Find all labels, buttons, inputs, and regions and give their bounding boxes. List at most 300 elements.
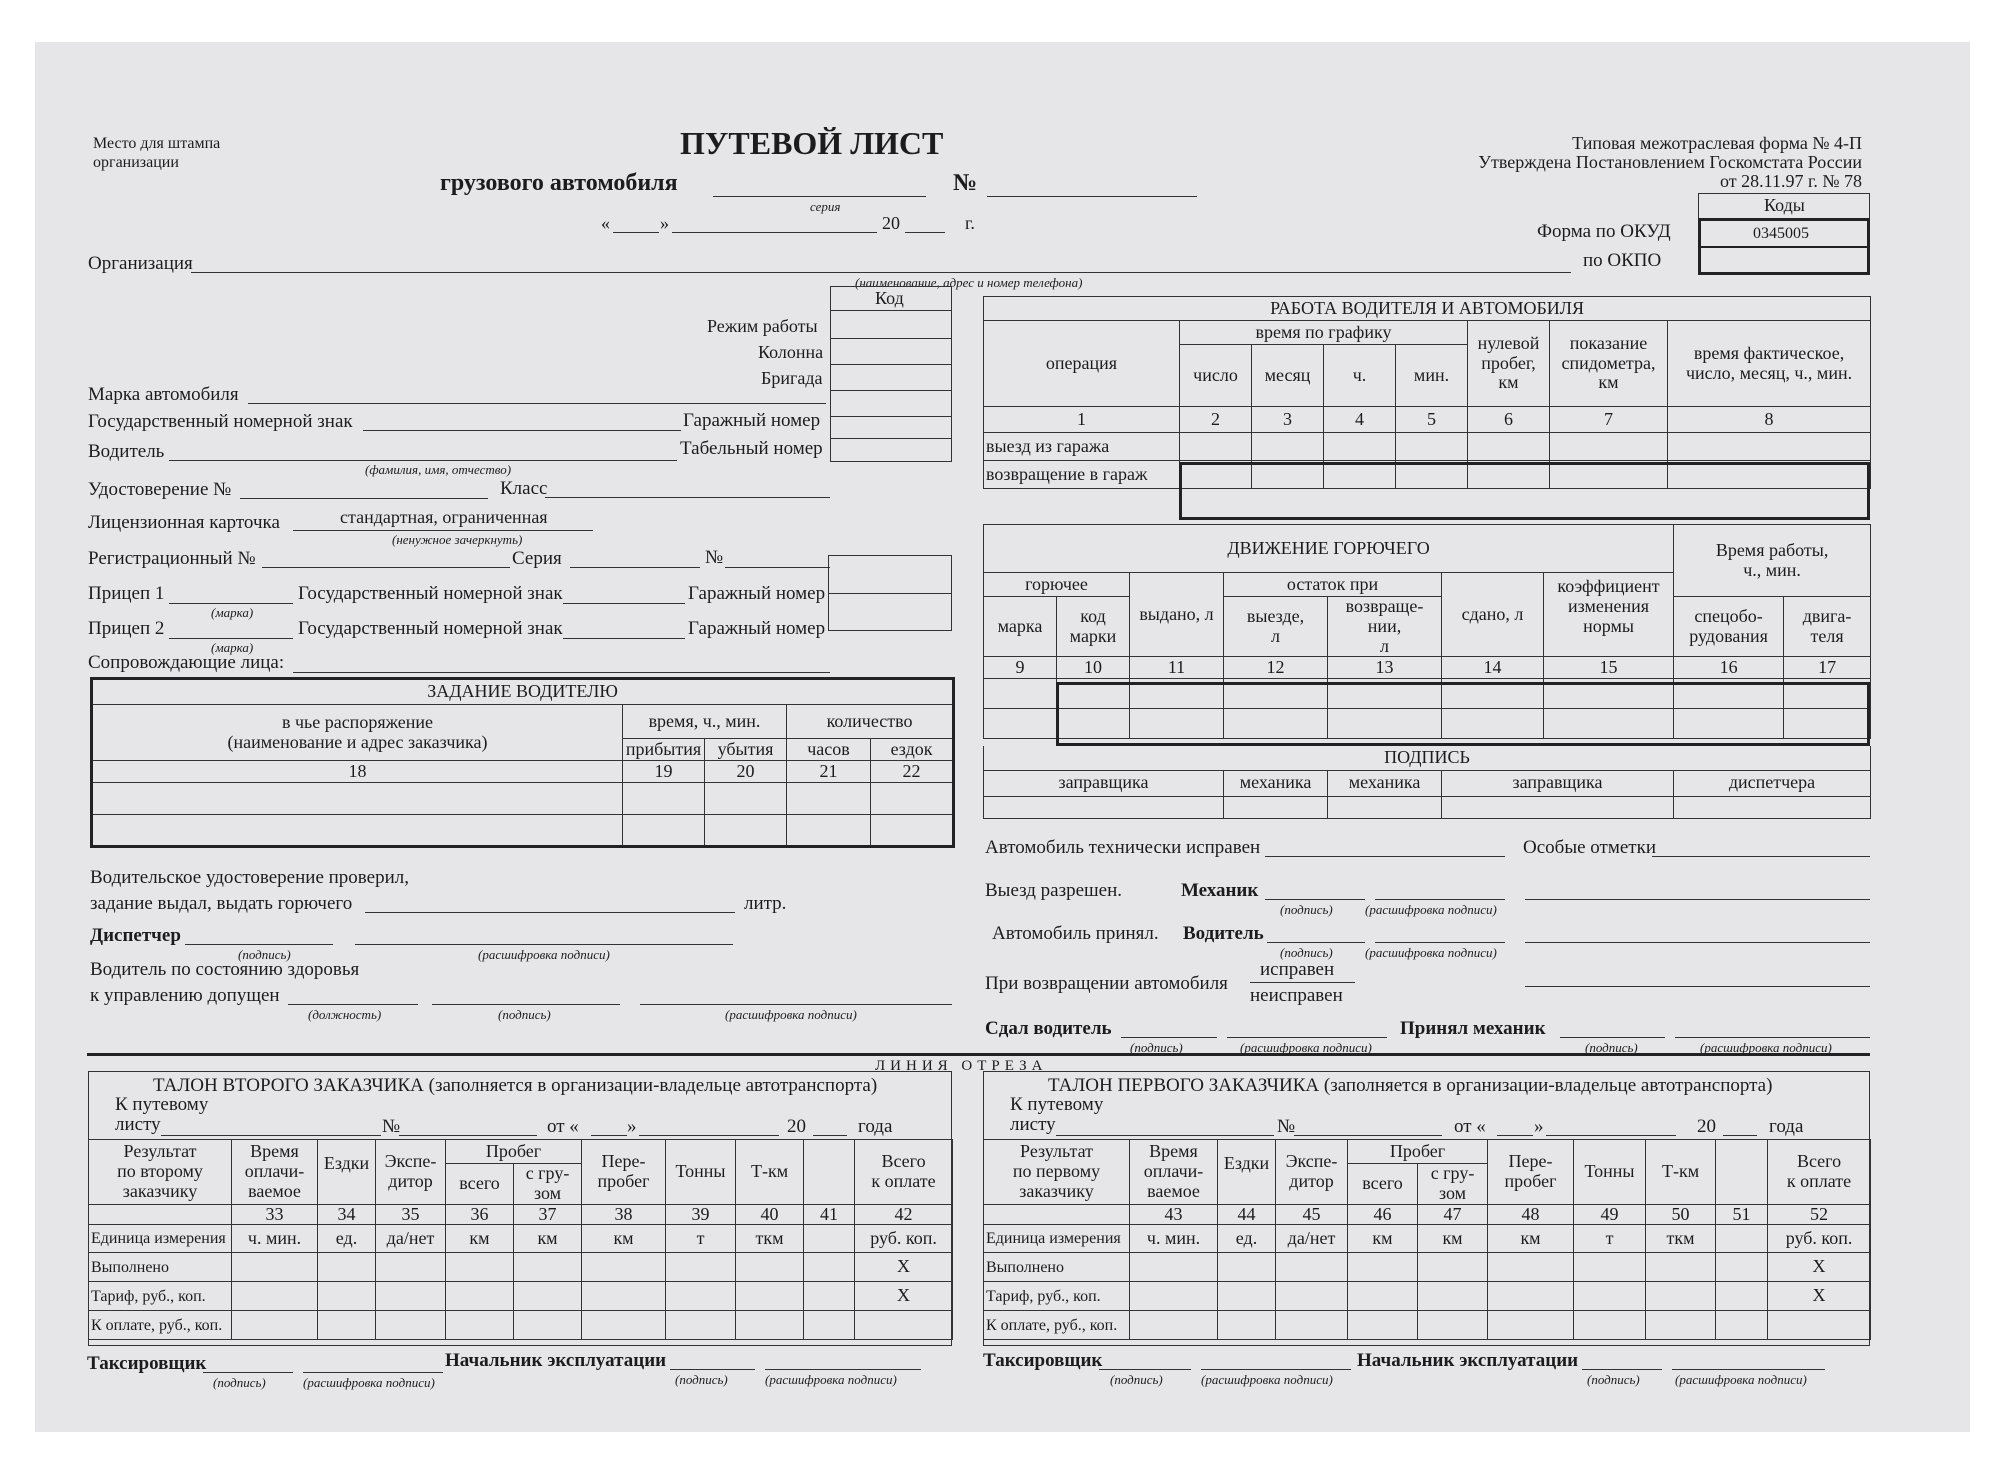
coupon1-num: 52 bbox=[1768, 1204, 1871, 1225]
fuel-work-time-l2: ч., мин. bbox=[1743, 559, 1801, 580]
coupon1-forwarder bbox=[1276, 1140, 1348, 1205]
dispatcher-sign-line[interactable] bbox=[185, 944, 333, 945]
okud-value: 0345005 bbox=[1753, 225, 1809, 242]
sig-fueler-1: заправщика bbox=[984, 770, 1224, 796]
coupon1-cell[interactable] bbox=[1488, 1311, 1574, 1340]
coupon2-cell[interactable] bbox=[376, 1253, 446, 1282]
stamp-place bbox=[93, 134, 220, 172]
coupon1-total-l2: к оплате bbox=[1786, 1170, 1852, 1191]
coupon1-num: 48 bbox=[1488, 1204, 1574, 1225]
work-cell[interactable] bbox=[1468, 433, 1550, 461]
coupon2-mileage-total: всего bbox=[446, 1164, 514, 1205]
coupon1-cell[interactable] bbox=[1418, 1282, 1488, 1311]
fuel-num: 15 bbox=[1544, 657, 1674, 679]
cut-line bbox=[87, 1053, 1870, 1056]
work-entry-frame bbox=[1179, 462, 1870, 520]
coupon2-chief-sign-line[interactable] bbox=[670, 1369, 755, 1370]
fuel-on-return-l1: возвраще-нии, bbox=[1345, 596, 1424, 636]
coupon-second-to-sheet bbox=[115, 1095, 208, 1135]
coupon1-to-sheet-l2: листу bbox=[1010, 1113, 1056, 1135]
coupon2-tariff-row: Тариф, руб., коп. bbox=[89, 1282, 232, 1311]
coupon1-sheet-line[interactable] bbox=[1056, 1135, 1274, 1136]
fuel-special-l1: спецобо- bbox=[1694, 605, 1763, 626]
waybill-form bbox=[35, 42, 1970, 1432]
series-line[interactable] bbox=[713, 196, 926, 197]
class-line[interactable] bbox=[545, 497, 830, 498]
work-month: месяц bbox=[1252, 345, 1324, 407]
tech-ok-line[interactable] bbox=[1265, 856, 1505, 857]
task-cell[interactable] bbox=[705, 783, 787, 815]
notes-line-4[interactable] bbox=[1525, 986, 1870, 987]
departure-ok-label: Выезд разрешен. bbox=[985, 880, 1123, 901]
work-cell[interactable] bbox=[1550, 433, 1668, 461]
fuel-title: ДВИЖЕНИЕ ГОРЮЧЕГО bbox=[984, 525, 1674, 573]
escort-line[interactable] bbox=[293, 672, 830, 673]
health-position-hint: (должность) bbox=[308, 1007, 382, 1022]
fuel-num: 14 bbox=[1442, 657, 1544, 679]
coupon2-overrun bbox=[582, 1140, 666, 1205]
fuel-num: 13 bbox=[1328, 657, 1442, 679]
coupon2-cell[interactable] bbox=[582, 1311, 666, 1340]
coupon2-cell[interactable] bbox=[736, 1282, 804, 1311]
driver-sign-line[interactable] bbox=[1267, 942, 1365, 943]
form-info bbox=[1478, 134, 1862, 191]
driver-label: Водитель bbox=[88, 441, 165, 462]
coupon2-close: » bbox=[627, 1116, 637, 1137]
dispatcher-sign-hint: (подпись) bbox=[238, 947, 291, 962]
handed-driver-sign-line[interactable] bbox=[1121, 1037, 1217, 1038]
return-ok[interactable]: исправен bbox=[1260, 959, 1335, 980]
coupon1-num-blank bbox=[984, 1204, 1130, 1225]
trailer2-garage-label: Гаражный номер bbox=[688, 618, 826, 639]
coupon2-cell[interactable] bbox=[232, 1311, 318, 1340]
on-return-label: При возвращении автомобиля bbox=[985, 973, 1228, 994]
fuel-num: 12 bbox=[1224, 657, 1328, 679]
coupon2-forwarder-l2: дитор bbox=[388, 1170, 433, 1191]
approved-date: от 28.11.97 г. № 78 bbox=[1720, 170, 1862, 191]
coupon1-cell[interactable] bbox=[1218, 1253, 1276, 1282]
coupon1-num: 43 bbox=[1130, 1204, 1218, 1225]
health-decode-line[interactable] bbox=[640, 1004, 952, 1005]
year-line[interactable] bbox=[905, 232, 945, 233]
coupon1-cell[interactable] bbox=[1574, 1282, 1646, 1311]
work-cell[interactable] bbox=[1252, 433, 1324, 461]
coupon2-sheet-line[interactable] bbox=[161, 1135, 381, 1136]
work-num: 5 bbox=[1396, 407, 1468, 433]
coupon2-cell[interactable] bbox=[804, 1282, 855, 1311]
trailer1-brand-line[interactable] bbox=[169, 603, 293, 604]
coupon2-paid-l3: ваемое bbox=[248, 1180, 301, 1201]
task-time-col: время, ч., мин. bbox=[623, 705, 787, 739]
coupon2-year-line[interactable] bbox=[813, 1135, 847, 1136]
trailer1-brand-hint: (марка) bbox=[211, 605, 254, 620]
work-num: 1 bbox=[984, 407, 1180, 433]
coupon1-cell[interactable] bbox=[1218, 1311, 1276, 1340]
coupon1-taxer-sign-hint: (подпись) bbox=[1110, 1372, 1163, 1387]
card-hint: (ненужное зачеркнуть) bbox=[392, 532, 523, 547]
coupon2-cell[interactable] bbox=[514, 1253, 582, 1282]
notes-line-2[interactable] bbox=[1525, 899, 1870, 900]
work-num: 3 bbox=[1252, 407, 1324, 433]
check-line1: Водительское удостоверение проверил, bbox=[90, 867, 409, 888]
coupon2-result bbox=[89, 1140, 232, 1205]
coupon1-cell[interactable] bbox=[1130, 1311, 1218, 1340]
coupon1-cell[interactable] bbox=[1276, 1311, 1348, 1340]
coupon1-forwarder-l1: Экспе- bbox=[1285, 1151, 1338, 1171]
coupon1-cell[interactable] bbox=[1574, 1253, 1646, 1282]
trailer1-plate-label: Государственный номерной знак bbox=[298, 583, 563, 604]
coupon2-total bbox=[855, 1140, 953, 1205]
handed-driver-sign-hint: (подпись) bbox=[1130, 1040, 1183, 1055]
sig-cell[interactable] bbox=[984, 796, 1224, 818]
trailer2-plate-label: Государственный номерной знак bbox=[298, 618, 563, 639]
trailer2-plate-line[interactable] bbox=[563, 638, 685, 639]
fuel-coef-l3: нормы bbox=[1583, 615, 1634, 636]
work-operation: операция bbox=[984, 321, 1180, 407]
task-cell[interactable] bbox=[92, 783, 623, 815]
coupon1-cell[interactable] bbox=[1768, 1311, 1871, 1340]
org-line[interactable] bbox=[191, 272, 1571, 273]
coupon1-num: 50 bbox=[1646, 1204, 1716, 1225]
coupon1-paid-l1: Время bbox=[1149, 1141, 1198, 1162]
coupon2-cell[interactable] bbox=[736, 1253, 804, 1282]
coupon-first-title: ТАЛОН ПЕРВОГО ЗАКАЗЧИКА (заполняется в организации-владельце автотранспорта) bbox=[1048, 1075, 1773, 1096]
page-subtitle: грузового автомобиля bbox=[440, 170, 678, 196]
task-disposal-col bbox=[92, 705, 623, 761]
dispatcher-decode-hint: (расшифровка подписи) bbox=[478, 947, 610, 962]
coupon1-cell[interactable] bbox=[1348, 1311, 1418, 1340]
work-hour: ч. bbox=[1324, 345, 1396, 407]
sig-cell[interactable] bbox=[1328, 796, 1442, 818]
coupon2-done-row: Выполнено bbox=[89, 1253, 232, 1282]
coupon1-loaded-l2: зом bbox=[1438, 1182, 1467, 1203]
fuel-brand: марка bbox=[984, 597, 1057, 657]
task-cell[interactable] bbox=[623, 815, 705, 847]
handed-driver-decode-hint: (расшифровка подписи) bbox=[1240, 1040, 1372, 1055]
stamp-line-2: организации bbox=[93, 154, 179, 172]
coupon1-cell[interactable] bbox=[1716, 1253, 1768, 1282]
fuel-code bbox=[1057, 597, 1130, 657]
coupon2-cell[interactable] bbox=[376, 1282, 446, 1311]
health-position-line[interactable] bbox=[288, 1004, 418, 1005]
coupon1-tons: Тонны bbox=[1574, 1140, 1646, 1205]
work-zero-run bbox=[1468, 321, 1550, 407]
code-box-line bbox=[830, 416, 952, 417]
coupon1-unit: км bbox=[1488, 1225, 1574, 1253]
page-title: ПУТЕВОЙ ЛИСТ bbox=[680, 125, 944, 161]
codes-label: Коды bbox=[1764, 195, 1805, 215]
org-label: Организация bbox=[88, 253, 193, 274]
sig-cell[interactable] bbox=[1224, 796, 1328, 818]
health-sign-line[interactable] bbox=[432, 1004, 620, 1005]
return-not-ok[interactable]: неисправен bbox=[1250, 985, 1343, 1006]
task-cell[interactable] bbox=[871, 783, 954, 815]
coupon2-unit: ткм bbox=[736, 1225, 804, 1253]
work-cell[interactable] bbox=[1324, 433, 1396, 461]
coupon2-num: 35 bbox=[376, 1204, 446, 1225]
fuel-issue-line[interactable] bbox=[365, 912, 735, 913]
coupon1-year-pre: 20 bbox=[1697, 1116, 1716, 1137]
coupon1-unit: т bbox=[1574, 1225, 1646, 1253]
coupon1-cell[interactable] bbox=[1488, 1253, 1574, 1282]
fuel-cell[interactable] bbox=[984, 679, 1057, 709]
coupon1-chief-decode-line[interactable] bbox=[1672, 1369, 1825, 1370]
coupon1-cell[interactable] bbox=[1276, 1253, 1348, 1282]
work-cell[interactable] bbox=[1180, 433, 1252, 461]
coupon2-paid-l1: Время bbox=[250, 1141, 299, 1162]
accepted-mechanic-sign-line[interactable] bbox=[1560, 1037, 1665, 1038]
coupon2-cell[interactable] bbox=[582, 1282, 666, 1311]
coupon2-year: года bbox=[858, 1116, 893, 1137]
coupon2-tons: Тонны bbox=[666, 1140, 736, 1205]
task-num-21: 21 bbox=[787, 761, 871, 783]
coupon2-cell[interactable] bbox=[318, 1311, 376, 1340]
coupon2-overrun-l2: пробег bbox=[597, 1170, 650, 1191]
coupon1-chief-sign-line[interactable] bbox=[1582, 1369, 1662, 1370]
org-hint: (наименование, адрес и номер телефона) bbox=[855, 275, 1083, 290]
reg-no-line[interactable] bbox=[725, 567, 830, 568]
work-odometer bbox=[1550, 321, 1668, 407]
coupon2-cell[interactable] bbox=[666, 1253, 736, 1282]
coupon2-cell[interactable] bbox=[855, 1311, 953, 1340]
reg-line[interactable] bbox=[262, 567, 510, 568]
column-label: Колонна bbox=[758, 342, 824, 362]
coupon1-cell[interactable] bbox=[1348, 1282, 1418, 1311]
fuel-engine-l1: двига- bbox=[1802, 605, 1852, 626]
tech-ok-label: Автомобиль технически исправен bbox=[985, 837, 1261, 858]
fuel-on-out bbox=[1224, 597, 1328, 657]
task-qty-col: количество bbox=[787, 705, 954, 739]
fuel-coef-l2: изменения bbox=[1568, 595, 1650, 616]
task-disposal-line2: (наименование и адрес заказчика) bbox=[227, 731, 488, 752]
coupon2-taxer-decode-hint: (расшифровка подписи) bbox=[303, 1375, 435, 1390]
coupon2-cell[interactable] bbox=[514, 1282, 582, 1311]
sig-cell[interactable] bbox=[1674, 796, 1871, 818]
car-brand-line[interactable] bbox=[248, 403, 826, 404]
coupon1-cell[interactable] bbox=[1646, 1311, 1716, 1340]
coupon1-cell[interactable] bbox=[1716, 1311, 1768, 1340]
fuel-num: 17 bbox=[1784, 657, 1871, 679]
work-actual-l1: время фактическое, bbox=[1693, 342, 1845, 363]
coupon1-close: » bbox=[1534, 1116, 1544, 1137]
coupon2-cell[interactable] bbox=[582, 1253, 666, 1282]
coupon2-num: 33 bbox=[232, 1204, 318, 1225]
coupon2-unit bbox=[804, 1225, 855, 1253]
coupon2-cell[interactable] bbox=[514, 1311, 582, 1340]
trailer2-brand-line[interactable] bbox=[169, 638, 293, 639]
coupon1-cell[interactable] bbox=[1646, 1282, 1716, 1311]
coupon2-cell[interactable] bbox=[376, 1311, 446, 1340]
coupon1-cell[interactable] bbox=[1348, 1253, 1418, 1282]
fuel-on-return-l2: л bbox=[1380, 635, 1389, 656]
coupon1-empty-col bbox=[1716, 1140, 1768, 1205]
work-zero-run-l2: пробег, bbox=[1481, 352, 1536, 373]
work-odometer-l2: спидометра, bbox=[1561, 352, 1656, 373]
month-line[interactable] bbox=[672, 232, 877, 233]
coupon1-taxer-sign-line[interactable] bbox=[1099, 1369, 1191, 1370]
special-notes-label: Особые отметки bbox=[1523, 837, 1656, 858]
plate-line[interactable] bbox=[363, 430, 681, 431]
task-cell[interactable] bbox=[787, 815, 871, 847]
coupon2-no-line[interactable] bbox=[399, 1135, 537, 1136]
handed-driver-decode-line[interactable] bbox=[1227, 1037, 1387, 1038]
task-cell[interactable] bbox=[871, 815, 954, 847]
notes-line-3[interactable] bbox=[1525, 942, 1870, 943]
coupon1-result bbox=[984, 1140, 1130, 1205]
coupon2-cell[interactable] bbox=[804, 1311, 855, 1340]
coupon2-to-sheet-l1: К путевому bbox=[115, 1094, 209, 1115]
coupon2-x-mark: X bbox=[855, 1282, 953, 1311]
coupon2-forwarder bbox=[376, 1140, 446, 1205]
task-num-22: 22 bbox=[871, 761, 954, 783]
coupon1-result-l2: по первому bbox=[1012, 1160, 1101, 1181]
coupon2-cell[interactable] bbox=[446, 1253, 514, 1282]
coupon2-unit: км bbox=[446, 1225, 514, 1253]
coupon1-cell[interactable] bbox=[1130, 1282, 1218, 1311]
trailer2-brand-hint: (марка) bbox=[211, 640, 254, 655]
special-notes-line[interactable] bbox=[1652, 856, 1870, 857]
mechanic-sign-hint: (подпись) bbox=[1280, 902, 1333, 917]
coupon2-chief-decode-line[interactable] bbox=[765, 1369, 921, 1370]
coupon2-taxer-sign-line[interactable] bbox=[203, 1372, 293, 1373]
car-accepted-label: Автомобиль принял. bbox=[992, 923, 1159, 944]
coupon1-year-line[interactable] bbox=[1723, 1135, 1757, 1136]
fuel-entry-frame bbox=[1056, 682, 1870, 746]
coupon2-result-l2: по второму bbox=[117, 1160, 203, 1181]
task-departure: убытия bbox=[705, 739, 787, 761]
coupon2-month-line[interactable] bbox=[639, 1135, 779, 1136]
reg-series-line[interactable] bbox=[570, 567, 700, 568]
coupon1-result-l1: Результат bbox=[1020, 1141, 1093, 1162]
coupon1-cell[interactable] bbox=[1130, 1253, 1218, 1282]
coupon1-no: № bbox=[1277, 1116, 1296, 1137]
coupon2-cell[interactable] bbox=[804, 1253, 855, 1282]
task-cell[interactable] bbox=[623, 783, 705, 815]
coupon1-cell[interactable] bbox=[1574, 1311, 1646, 1340]
coupon1-x-mark: X bbox=[1768, 1282, 1871, 1311]
task-trips: ездок bbox=[871, 739, 954, 761]
work-num: 4 bbox=[1324, 407, 1396, 433]
coupon1-unit-row: Единица измерения bbox=[984, 1225, 1130, 1253]
coupon1-num: 47 bbox=[1418, 1204, 1488, 1225]
license-line[interactable] bbox=[240, 498, 488, 499]
fuel-num: 10 bbox=[1057, 657, 1130, 679]
trailer1-label: Прицеп 1 bbox=[88, 583, 165, 604]
coupon1-cell[interactable] bbox=[1418, 1253, 1488, 1282]
coupon2-cell[interactable] bbox=[232, 1282, 318, 1311]
code-box-line bbox=[830, 364, 952, 365]
coupon2-cell[interactable] bbox=[446, 1311, 514, 1340]
coupon2-overrun-l1: Пере- bbox=[601, 1151, 646, 1171]
license-label: Удостоверение № bbox=[88, 479, 232, 500]
coupon2-result-l1: Результат bbox=[123, 1141, 197, 1162]
year-suffix: г. bbox=[965, 213, 975, 233]
card-line[interactable] bbox=[293, 530, 593, 531]
fuel-on-return bbox=[1328, 597, 1442, 657]
sig-cell[interactable] bbox=[1442, 796, 1674, 818]
task-cell[interactable] bbox=[92, 815, 623, 847]
coupon2-taxer-decode-line[interactable] bbox=[303, 1372, 443, 1373]
coupon1-cell[interactable] bbox=[1218, 1282, 1276, 1311]
coupon2-cell[interactable] bbox=[666, 1282, 736, 1311]
fuel-cell[interactable] bbox=[984, 709, 1057, 739]
coupon2-no: № bbox=[382, 1116, 401, 1137]
date-open: « bbox=[601, 213, 610, 233]
coupon2-cell[interactable] bbox=[736, 1311, 804, 1340]
coupon1-x-mark: X bbox=[1768, 1253, 1871, 1282]
driver-decode-line[interactable] bbox=[1375, 942, 1505, 943]
codes-divider bbox=[1698, 246, 1870, 248]
coupon1-cell[interactable] bbox=[1716, 1282, 1768, 1311]
coupon1-taxer-decode-line[interactable] bbox=[1201, 1369, 1351, 1370]
fuel-special-l2: рудования bbox=[1689, 625, 1768, 646]
task-title: ЗАДАНИЕ ВОДИТЕЛЮ bbox=[92, 679, 954, 705]
coupon1-num: 51 bbox=[1716, 1204, 1768, 1225]
work-day: число bbox=[1180, 345, 1252, 407]
coupon2-unit: ч. мин. bbox=[232, 1225, 318, 1253]
coupon1-mileage-loaded bbox=[1418, 1164, 1488, 1205]
coupon1-cell[interactable] bbox=[1418, 1311, 1488, 1340]
coupon2-cell[interactable] bbox=[318, 1282, 376, 1311]
fuel-coef bbox=[1544, 573, 1674, 657]
coupon2-cell[interactable] bbox=[446, 1282, 514, 1311]
task-cell[interactable] bbox=[705, 815, 787, 847]
coupon2-day-line[interactable] bbox=[591, 1135, 627, 1136]
reg-label: Регистрационный № bbox=[88, 548, 256, 569]
number-line[interactable] bbox=[987, 196, 1197, 197]
tab-label: Табельный номер bbox=[680, 438, 823, 459]
task-cell[interactable] bbox=[787, 783, 871, 815]
coupon1-cell[interactable] bbox=[1276, 1282, 1348, 1311]
driver-line[interactable] bbox=[169, 460, 677, 461]
coupon2-cell[interactable] bbox=[318, 1253, 376, 1282]
fuel-issued: выдано, л bbox=[1130, 573, 1224, 657]
coupon2-cell[interactable] bbox=[666, 1311, 736, 1340]
coupon1-unit: ткм bbox=[1646, 1225, 1716, 1253]
code-box-line bbox=[830, 338, 952, 339]
coupon1-loaded-l1: с гру- bbox=[1430, 1163, 1475, 1183]
coupon1-cell[interactable] bbox=[1646, 1253, 1716, 1282]
mechanic-decode-line[interactable] bbox=[1375, 899, 1505, 900]
coupon1-cell[interactable] bbox=[1488, 1282, 1574, 1311]
dispatcher-decode-line[interactable] bbox=[355, 944, 733, 945]
fuel-remain: остаток при bbox=[1224, 573, 1442, 597]
driver-decode-hint: (расшифровка подписи) bbox=[1365, 945, 1497, 960]
coupon2-loaded-l2: зом bbox=[533, 1182, 562, 1203]
fuel-special bbox=[1674, 597, 1784, 657]
coupon1-no-line[interactable] bbox=[1294, 1135, 1442, 1136]
coupon2-unit: км bbox=[582, 1225, 666, 1253]
sig-fueler-2: заправщика bbox=[1442, 770, 1674, 796]
code-box bbox=[830, 286, 952, 462]
work-num: 8 bbox=[1668, 407, 1871, 433]
mechanic-label: Механик bbox=[1181, 880, 1259, 901]
work-zero-run-l3: км bbox=[1498, 372, 1519, 393]
check-line2: задание выдал, выдать горючего bbox=[90, 893, 353, 914]
accepted-mechanic-sign-hint: (подпись) bbox=[1585, 1040, 1638, 1055]
coupon2-cell[interactable] bbox=[232, 1253, 318, 1282]
mechanic-sign-line[interactable] bbox=[1265, 899, 1365, 900]
trailer1-plate-line[interactable] bbox=[563, 603, 685, 604]
coupon2-paid-time bbox=[232, 1140, 318, 1205]
day-line[interactable] bbox=[613, 232, 659, 233]
coupon1-result-l3: заказчику bbox=[1019, 1180, 1094, 1201]
accepted-mechanic-decode-line[interactable] bbox=[1675, 1037, 1870, 1038]
coupon1-month-line[interactable] bbox=[1546, 1135, 1676, 1136]
work-cell[interactable] bbox=[1668, 433, 1871, 461]
coupon1-day-line[interactable] bbox=[1497, 1135, 1533, 1136]
work-cell[interactable] bbox=[1396, 433, 1468, 461]
